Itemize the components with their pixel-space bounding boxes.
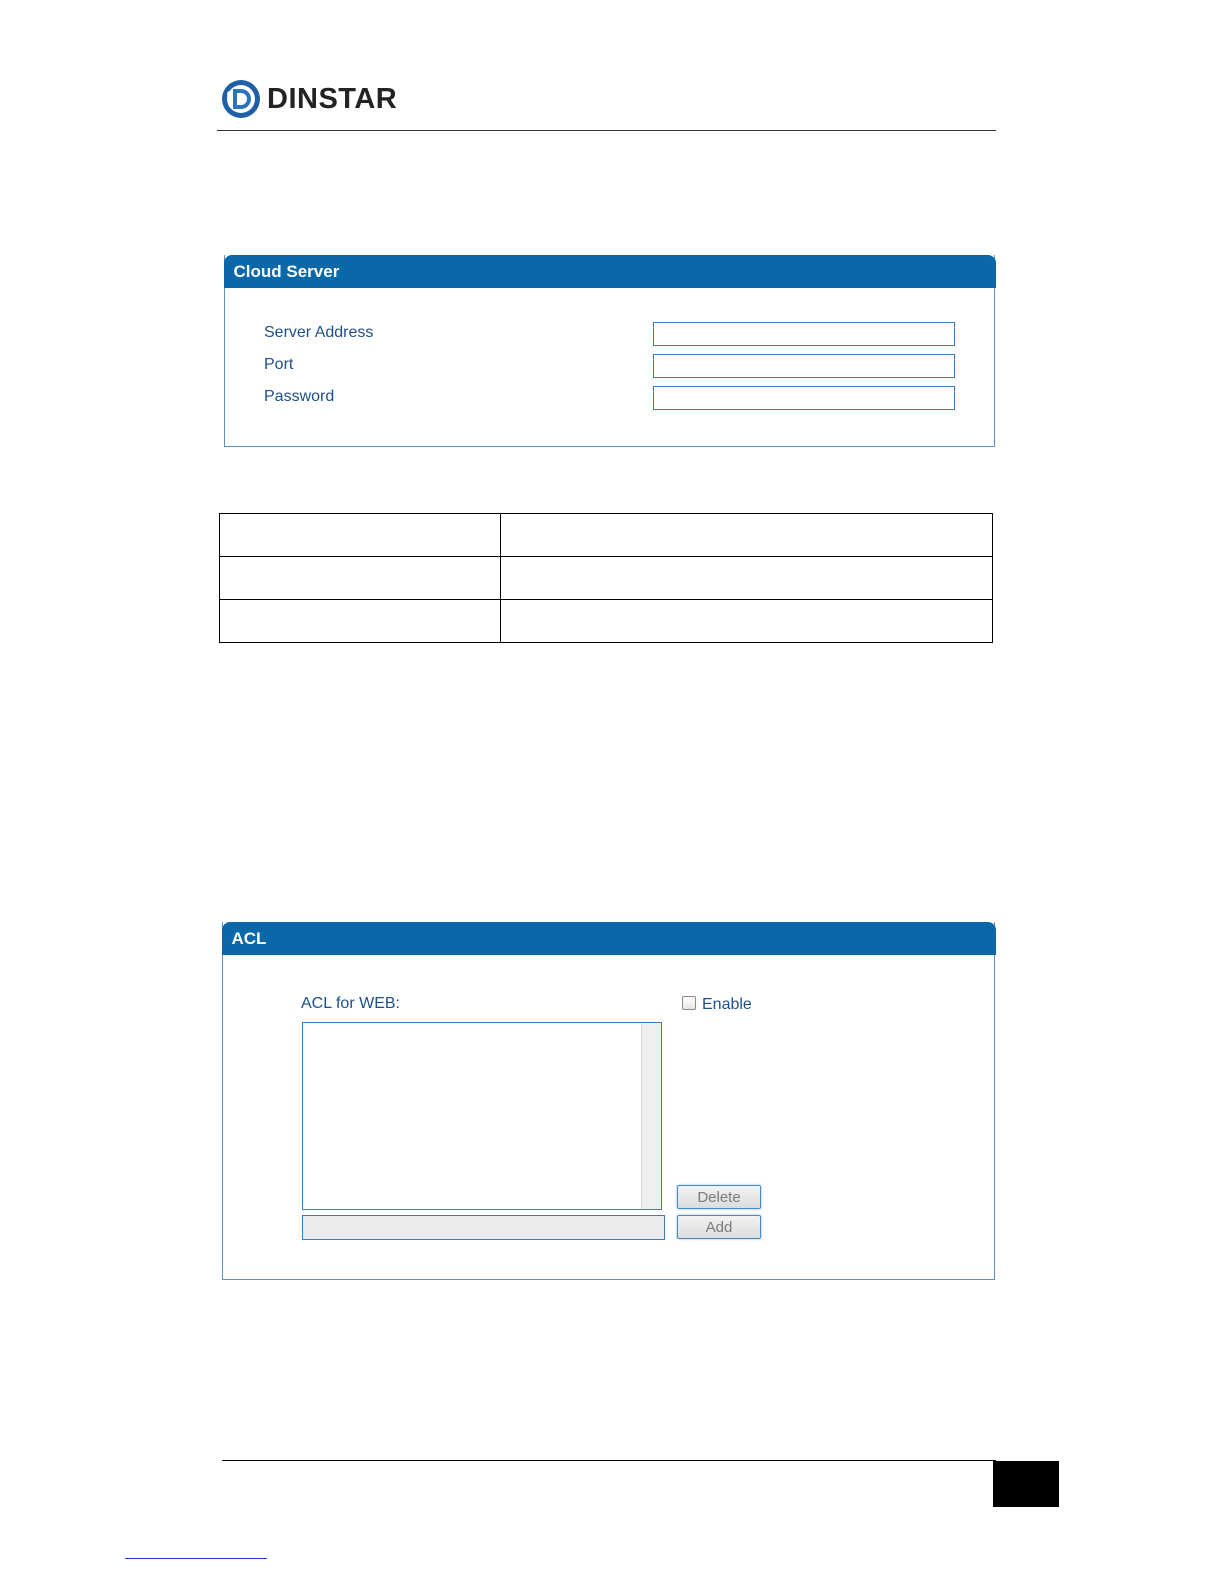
password-label: Password: [264, 388, 335, 405]
footer-link-underline: [125, 1558, 267, 1559]
table-cell: [501, 557, 993, 600]
dinstar-logo-icon: [221, 79, 261, 119]
cloud-server-panel: [224, 255, 995, 447]
table-cell: [220, 557, 501, 600]
table-row: [220, 557, 993, 600]
enable-label: Enable: [702, 996, 752, 1013]
enable-checkbox[interactable]: [682, 996, 752, 1014]
footer-divider: [222, 1460, 996, 1461]
brand-name: DINSTAR: [267, 83, 398, 115]
server-address-input[interactable]: [653, 322, 955, 346]
password-input[interactable]: [653, 386, 955, 410]
table-row: [220, 514, 993, 557]
acl-entry-input[interactable]: [302, 1215, 665, 1240]
delete-button[interactable]: Delete: [677, 1185, 761, 1209]
header-divider: [217, 130, 996, 131]
dinstar-logo: [221, 78, 397, 120]
acl-title: ACL: [222, 922, 996, 955]
acl-web-label: ACL for WEB:: [301, 995, 400, 1012]
server-address-label: Server Address: [264, 324, 374, 341]
table-cell: [220, 514, 501, 557]
add-button[interactable]: Add: [677, 1215, 761, 1239]
acl-list-scrollbar[interactable]: [641, 1023, 661, 1209]
table-row: [220, 600, 993, 643]
cloud-server-title: Cloud Server: [224, 255, 996, 288]
port-label: Port: [264, 356, 294, 373]
checkbox-icon[interactable]: [682, 996, 696, 1010]
acl-web-list[interactable]: [302, 1022, 662, 1210]
acl-panel: [222, 922, 995, 1280]
table-cell: [501, 600, 993, 643]
page-number-box: [993, 1461, 1059, 1507]
table-cell: [220, 600, 501, 643]
port-input[interactable]: [653, 354, 955, 378]
table-cell: [501, 514, 993, 557]
parameter-table: [219, 513, 993, 643]
